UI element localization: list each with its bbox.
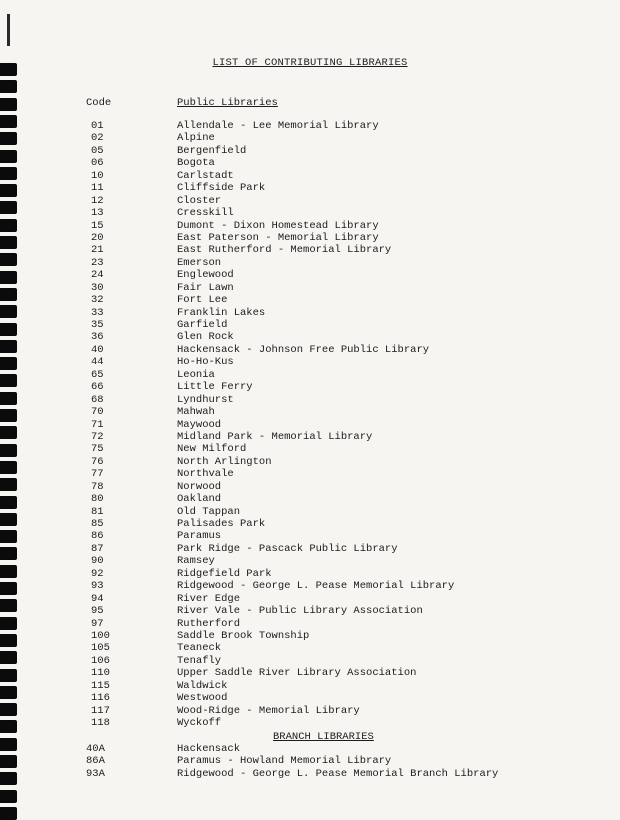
library-code: 81 (91, 505, 104, 518)
library-row (0, 667, 620, 679)
library-row (0, 580, 620, 592)
library-code: 100 (91, 629, 110, 642)
library-row (0, 768, 620, 780)
library-row (0, 518, 620, 530)
library-name: Paramus (177, 530, 222, 543)
library-code: 94 (91, 592, 104, 605)
library-name: Cliffside Park (177, 182, 266, 195)
library-code: 65 (91, 368, 104, 381)
library-row (0, 493, 620, 505)
library-code: 80 (91, 493, 104, 506)
binding-hole (0, 98, 17, 111)
library-row (0, 170, 620, 182)
library-name: New Milford (177, 443, 247, 456)
branch-libraries-header: BRANCH LIBRARIES (273, 731, 374, 743)
library-name: East Rutherford - Memorial Library (177, 244, 392, 257)
library-row (0, 443, 620, 455)
library-code: 05 (91, 144, 104, 157)
library-row (0, 630, 620, 642)
library-name: Park Ridge - Pascack Public Library (177, 542, 398, 555)
library-name: Ridgewood - George L. Pease Memorial Branch Library (177, 767, 499, 780)
library-row (0, 680, 620, 692)
binding-hole (0, 807, 17, 820)
library-name: Cresskill (177, 207, 234, 220)
library-name: East Paterson - Memorial Library (177, 231, 379, 244)
library-name: Ramsey (177, 555, 215, 568)
library-code: 32 (91, 294, 104, 307)
library-row (0, 530, 620, 542)
library-code: 110 (91, 667, 110, 680)
library-row (0, 307, 620, 319)
library-row (0, 605, 620, 617)
library-code: 68 (91, 393, 104, 406)
library-code: 77 (91, 468, 104, 481)
library-row (0, 593, 620, 605)
library-code: 118 (91, 717, 110, 729)
library-name: Westwood (177, 692, 228, 705)
library-code: 87 (91, 542, 104, 555)
library-code: 02 (91, 132, 104, 145)
library-name: Bogota (177, 157, 215, 170)
library-row (0, 294, 620, 306)
library-name: Hackensack (177, 743, 241, 755)
library-code: 92 (91, 567, 104, 580)
library-row (0, 157, 620, 169)
library-row (0, 481, 620, 493)
library-code: 30 (91, 281, 104, 294)
library-name: Hackensack - Johnson Free Public Library (177, 343, 430, 356)
library-row (0, 618, 620, 630)
library-name: Dumont - Dixon Homestead Library (177, 219, 379, 232)
library-row (0, 182, 620, 194)
library-name: Norwood (177, 480, 222, 493)
library-code: 21 (91, 244, 104, 257)
library-name: Englewood (177, 269, 234, 282)
library-code: 12 (91, 194, 104, 207)
library-code: 01 (91, 120, 104, 132)
library-code: 40A (86, 743, 105, 755)
library-row (0, 555, 620, 567)
library-row (0, 655, 620, 667)
library-code: 36 (91, 331, 104, 344)
library-code: 70 (91, 406, 104, 419)
library-code: 75 (91, 443, 104, 456)
library-code: 35 (91, 319, 104, 331)
library-code: 40 (91, 343, 104, 356)
library-code: 97 (91, 617, 104, 630)
library-name: Allendale - Lee Memorial Library (177, 120, 379, 132)
library-row (0, 145, 620, 157)
library-name: Wood-Ridge - Memorial Library (177, 704, 360, 717)
library-name: Franklin Lakes (177, 306, 266, 319)
library-code: 85 (91, 518, 104, 530)
library-row (0, 568, 620, 580)
library-name: Emerson (177, 256, 222, 269)
library-row (0, 331, 620, 343)
binding-hole (0, 790, 17, 803)
library-code: 95 (91, 605, 104, 618)
binding-hole (0, 80, 17, 93)
library-row (0, 743, 620, 755)
library-name: Ridgefield Park (177, 567, 272, 580)
library-name: Glen Rock (177, 331, 234, 344)
library-name: Bergenfield (177, 144, 247, 157)
library-name: Palisades Park (177, 518, 266, 530)
library-code: 78 (91, 480, 104, 493)
library-name: River Vale - Public Library Association (177, 605, 423, 618)
library-name: Little Ferry (177, 381, 253, 394)
library-name: Leonia (177, 368, 215, 381)
library-row (0, 406, 620, 418)
public-libraries-header: Public Libraries (177, 97, 278, 109)
library-row (0, 220, 620, 232)
library-code: 117 (91, 704, 110, 717)
library-row (0, 692, 620, 704)
library-row (0, 431, 620, 443)
library-name: Rutherford (177, 617, 241, 630)
library-code: 66 (91, 381, 104, 394)
library-code: 11 (91, 182, 104, 195)
library-row (0, 319, 620, 331)
library-row (0, 120, 620, 132)
library-code: 93 (91, 580, 104, 593)
library-code: 86 (91, 530, 104, 543)
library-row (0, 642, 620, 654)
library-row (0, 369, 620, 381)
library-code: 93A (86, 767, 105, 780)
library-code: 90 (91, 555, 104, 568)
library-row (0, 232, 620, 244)
library-row (0, 506, 620, 518)
library-row (0, 468, 620, 480)
library-code: 44 (91, 356, 104, 369)
library-row (0, 269, 620, 281)
library-row (0, 207, 620, 219)
library-row (0, 132, 620, 144)
library-name: Northvale (177, 468, 234, 481)
library-name: Carlstadt (177, 169, 234, 182)
library-row (0, 344, 620, 356)
library-name: Oakland (177, 493, 222, 506)
library-name: Fort Lee (177, 294, 228, 307)
library-name: Closter (177, 194, 222, 207)
library-row (0, 717, 620, 729)
library-code: 15 (91, 219, 104, 232)
library-row (0, 394, 620, 406)
library-row (0, 195, 620, 207)
library-name: Maywood (177, 418, 222, 431)
public-libraries-list (0, 120, 620, 729)
library-name: Alpine (177, 132, 215, 145)
page-title: LIST OF CONTRIBUTING LIBRARIES (212, 57, 408, 69)
library-code: 105 (91, 642, 110, 655)
library-code: 86A (86, 755, 105, 768)
library-code: 115 (91, 679, 110, 692)
library-code: 72 (91, 430, 104, 443)
library-name: Paramus - Howland Memorial Library (177, 755, 392, 768)
binding-mark (7, 14, 10, 46)
library-code: 20 (91, 231, 104, 244)
library-name: North Arlington (177, 455, 272, 468)
library-code: 106 (91, 654, 110, 667)
library-row (0, 356, 620, 368)
library-row (0, 755, 620, 767)
library-name: Garfield (177, 319, 228, 331)
library-name: Ridgewood - George L. Pease Memorial Library (177, 580, 455, 593)
library-name: Old Tappan (177, 505, 241, 518)
library-row (0, 543, 620, 555)
library-name: Upper Saddle River Library Association (177, 667, 417, 680)
library-name: Ho-Ho-Kus (177, 356, 234, 369)
library-row (0, 282, 620, 294)
library-name: Midland Park - Memorial Library (177, 430, 373, 443)
library-code: 10 (91, 169, 104, 182)
library-code: 116 (91, 692, 110, 705)
library-name: Lyndhurst (177, 393, 234, 406)
library-code: 06 (91, 157, 104, 170)
library-row (0, 419, 620, 431)
library-name: Saddle Brook Township (177, 629, 310, 642)
library-code: 76 (91, 455, 104, 468)
branch-libraries-list (0, 743, 620, 780)
library-name: Mahwah (177, 406, 215, 419)
library-name: Tenafly (177, 654, 222, 667)
library-name: Waldwick (177, 679, 228, 692)
library-name: Teaneck (177, 642, 222, 655)
library-row (0, 456, 620, 468)
code-column-header: Code (86, 97, 112, 109)
library-row (0, 381, 620, 393)
library-row (0, 244, 620, 256)
library-row (0, 257, 620, 269)
library-code: 71 (91, 418, 104, 431)
library-code: 33 (91, 306, 104, 319)
library-code: 23 (91, 256, 104, 269)
library-code: 13 (91, 207, 104, 220)
library-name: Fair Lawn (177, 281, 234, 294)
library-name: River Edge (177, 592, 241, 605)
library-code: 24 (91, 269, 104, 282)
library-name: Wyckoff (177, 717, 222, 729)
library-row (0, 705, 620, 717)
